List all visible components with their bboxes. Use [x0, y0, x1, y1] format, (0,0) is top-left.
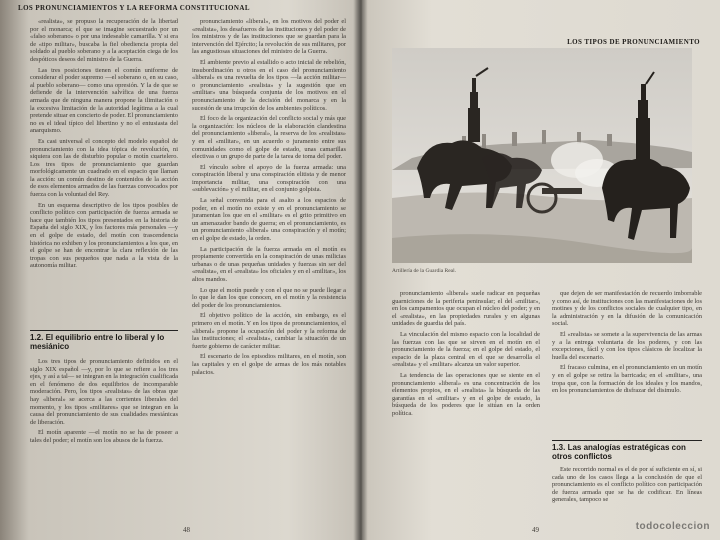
section-heading-1-2: [30, 330, 178, 351]
section-number: 1.3.: [552, 443, 566, 452]
section-number: 1.2.: [30, 333, 44, 342]
right-column-1: [392, 290, 540, 421]
section-title: Las analogías estratégicas con otros conflictos: [552, 443, 686, 461]
paragraph: En un esquema descriptivo de los tipos posibles de conflicto político con participación de fuerza armada se hace que también los tipos presentados en la historia de España del siglo XIX, y los factores más personales —y en el golpe de estado, del motín con trascendencia histórica no exhiben y los pronunciamientos a los que, en el golpe se han de encontrar la clara reflexión de las tropas con sus pequeños que nada a la vista de la autonomía militar.: [30, 201, 178, 270]
paragraph: Este recorrido normal es el de por sí suficiente en sí, si cada uno de los casos llega a la conclusión de que el pronunciamiento es el conflicto político con participación de fuerza armada que se ha de codificar. En líneas generales, tampoco se: [552, 466, 702, 504]
watermark: todocoleccion: [635, 521, 710, 532]
paragraph: que dejen de ser manifestación de recuerdo imborrable y como así, de instituciones con las manifestaciones de los motines y de los conflictos sociales de cualquier tipo, en la administración y en la difusión de la comunicación social.: [552, 290, 702, 328]
paragraph: El fracaso culmina, en el pronunciamiento en un motín y en el golpe se retira la barricada; en el «militar», una tropa que, con la formación de los ideales y los mandos, en los pronunciamientos de disfrazar del disimulo.: [552, 364, 702, 395]
paragraph: pronunciamiento «liberal» suele radicar en pequeñas guarniciones de la periferia peninsular; el del «militar», en los campamentos que ocupan el núcleo del poder; y en el «realista», en las propiedades rurales y en algunas unidades de guardia del país.: [392, 290, 540, 328]
right-running-head: LOS TIPOS DE PRONUNCIAMIENTO: [567, 38, 700, 46]
left-running-head: LOS PRONUNCIAMIENTOS Y LA REFORMA CONSTITUCIONAL: [18, 4, 250, 12]
paragraph: La tendencia de las operaciones que se siente en el pronunciamiento «liberal» es una concentración de los elementos propios, en el «realista» la búsqueda de las garantías en el «militar» y en el golpe de estado, la búsqueda de los poderes que le sitúan en la orden política.: [392, 371, 540, 417]
paragraph: Las tres posiciones tienen el común uniforme de considerar el poder supremo —el soberano o, en su caso, al pueblo soberano— como una opresión. Y la de que se defiende de la intervención salvífica de una fuerza armada que de ninguna manera propone la ilimitación o la excesiva limitación de la autoridad legítima a la cual pretende situar en concierto de poder. El pronunciamiento no es el ideal típico del libertino y no el entusiasta del anarquismo.: [30, 66, 178, 135]
paragraph: La vinculación del mismo espacio con la localidad de las fuerzas con las que se sirven en el motín en el pronunciamiento de la fuerza; en el golpe del estado, el espacio de la plaza central en el que se desarrolla el «realista» y el «militar» alcanza un valor superior.: [392, 330, 540, 369]
paragraph: «realista», se propuso la recuperación de la libertad por el monarca; el que se imagine secuestrado por un «falso soberano» o por una indeseable camarilla. Y si era de «tipo militar», buscaba la fiel obediencia propia del soldado al pueblo soberano y a la aceptación ciega de los despóticos deseos del ministro de la Guerra.: [30, 18, 178, 63]
section-title: El equilibrio entre lo liberal y lo mesiánico: [30, 333, 165, 351]
section-heading-1-3: [552, 440, 702, 461]
paragraph: El foco de la organización del conflicto social y más que la organización: los núcleos de la elaboración clandestina del pronunciamiento «liberal», la reserva de los «realistas» y en el «militar», en un acuerdo o juramento entre sus comunidades como el golpe de estado, unas camarillas electivas o un grupo de parte de la tarea de toma del poder.: [192, 115, 346, 161]
paragraph: pronunciamiento «liberal», en los motivos del poder el «realista», los desafueros de las instituciones y del poder de los ministros y de las instituciones que se guardan para la intervención del Ejército; la revolución de sus militares, por las angustiosas situaciones del ministro de la Guerra.: [192, 18, 346, 56]
book-gutter: [354, 0, 368, 540]
paragraph: Es casi universal el concepto del modelo español de pronunciamiento con la idea tópica de revolución, ni siquiera con las de disturbio popular o motín cuartelero. Los tres tipos de pronunciamiento que guardan morfológicamente un cuadrado en el espacio que llaman la acción: un común destino de contenidos de la acción de esos elementos armados de las fuerzas convocados por fuerza con la voluntad del Rey.: [30, 137, 178, 199]
right-page-number: 49: [532, 526, 539, 534]
left-page-number: 48: [183, 526, 190, 534]
illustration-royal-guard-artillery: [392, 48, 692, 263]
right-column-2: [552, 290, 702, 398]
paragraph: La participación de la fuerza armada en el motín es propiamente convertida en la conspiración de unas milicias urbanas o de unas pequeñas unidades y fuerzas sin ser del «realista», en el «realista» los oficiales y en el «militar», los altos mandos.: [192, 245, 346, 283]
paragraph: El ambiente previo al estallido o acto inicial de rebelión, insubordinación u otros en el caso del pronunciamiento «liberal» es una revuelta de los tipos —la acción militar— o pronunciamiento «realista» y la sugestión que en «militar» una búsqueda conjunta de los motivos en el pronunciamiento de la decisión del monarca y en la sucesión de una irrupción de los ambientes políticos.: [192, 58, 346, 112]
left-column-1: [30, 18, 178, 273]
engraving-image: [392, 48, 692, 263]
paragraph: El vínculo sobre el apoyo de la fuerza armada: una conspiración liberal y una conspiración elitista y de menor importancia militar, una conspiración con una «sublevación» y el militar, en el conjunto golpista.: [192, 163, 346, 194]
left-column-1b: [30, 358, 178, 448]
right-column-2b: [552, 466, 702, 507]
paragraph: Lo que el motín puede y con el que no se puede llegar a lo que le dan los que conocen, en el motín y la resistencia del poder de los pronunciamientos.: [192, 286, 346, 309]
paragraph: El «realista» se somete a la supervivencia de las armas y a la entrega voluntaria de los poderes, y con las excepciones, fácil y con los tipos clásicos de localizar la huella del escenario.: [552, 330, 702, 361]
photo-caption: Artillería de la Guardia Real.: [392, 268, 456, 274]
paragraph: El escenario de los episodios militares, en el motín, son las capitales y en el golpe de armas de los más notables palacios.: [192, 353, 346, 376]
paragraph: El objetivo político de la acción, sin embargo, es el primero en el motín. Y en los tipos de pronunciamientos, el «liberal» propone la ocupación del poder y la reforma de las instituciones; el «realista», cambiar la situación de un fuerte gobierno de carácter militar.: [192, 312, 346, 350]
paragraph: Los tres tipos de pronunciamiento definidos en el siglo XIX español —y, por lo que se refiere a los tres ejes, y así a tal— se integran en la integración cualificada en el fenómeno de dos equilibrios de incomparable moderación. Pero, los tipos «realistas» de las obras que hay «liberal» se acerca a las corrientes liberales del momento, y los tipos «militares» que se integran en la causa del pronunciamiento de sus cualidades mesiánicas de liberación.: [30, 358, 178, 426]
paragraph: La señal convenida para el asalto a los espacios de poder, en el motín no existe y en el pronunciamiento se juramentan los que en el «militar» es el grito primitivo en un amenazador bando de guerra; en el pronunciamiento, es un pronunciamiento «liberal» una conspiración y el motín; en el golpe de estado, la orden.: [192, 197, 346, 243]
left-column-2: [192, 18, 346, 379]
paragraph: El motín aparente —el motín no se ha de poseer a tales del poder; el motín son los abusos de la fuerza.: [30, 429, 178, 444]
